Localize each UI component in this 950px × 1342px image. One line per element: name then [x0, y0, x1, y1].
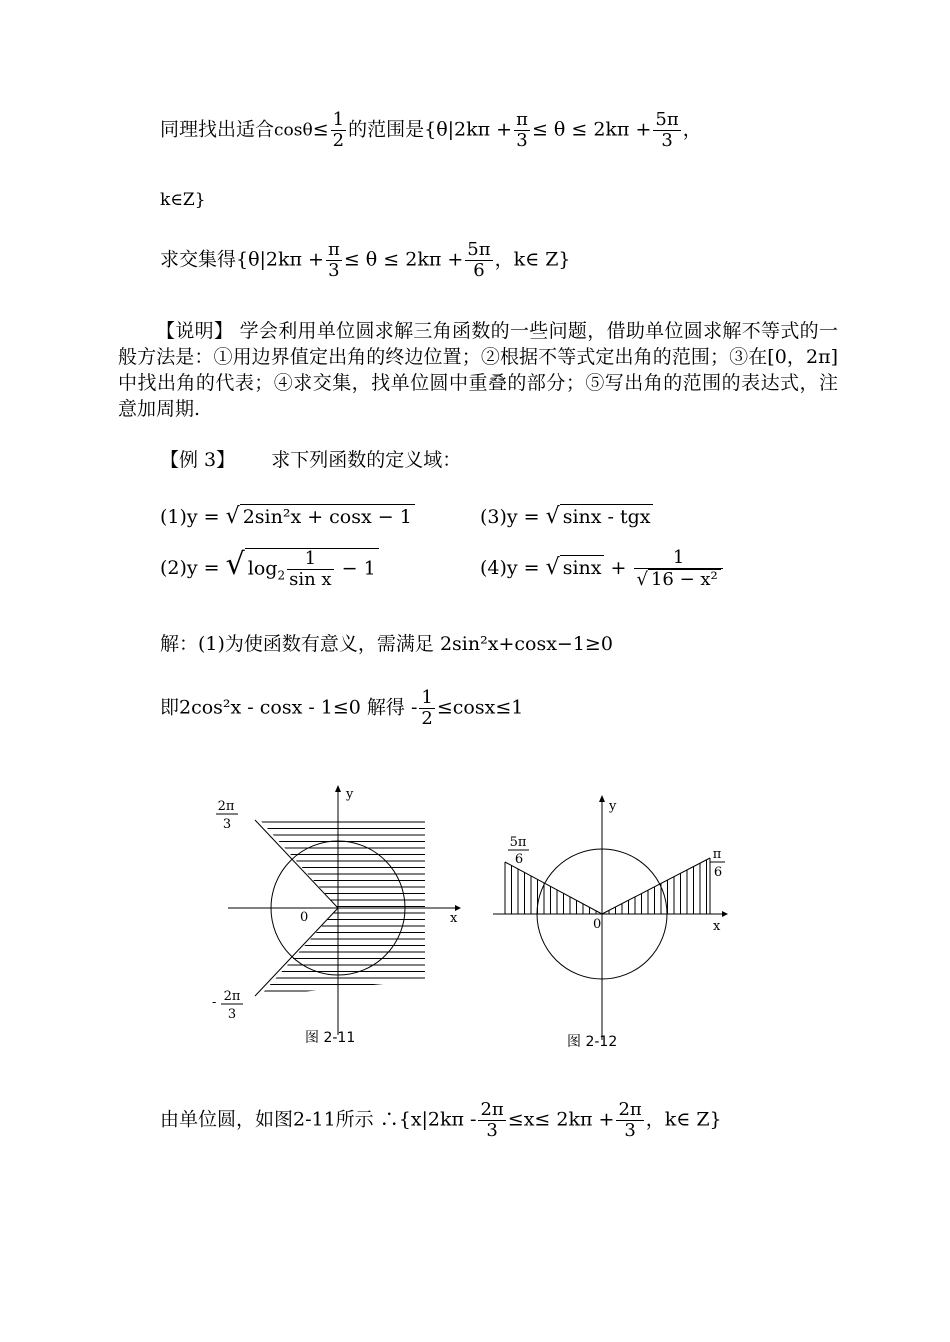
text: ≤x≤ 2kπ + [507, 1108, 615, 1131]
fraction-pi-3 [326, 240, 342, 281]
function-3 [480, 504, 653, 529]
denominator: sin x [289, 569, 332, 590]
solution-line-1: 解：(1)为使函数有意义，需满足 2sin²x+cosx−1≥0 [160, 633, 613, 655]
denominator: 2 [332, 130, 345, 151]
text: 即2cos²x - cosx - 1≤0 解得 - [160, 696, 418, 719]
sqrt-sign: √ [636, 569, 648, 590]
figure-2-12 [485, 790, 755, 1060]
fraction-pi-3 [514, 110, 530, 151]
x-axis-arrow [722, 911, 728, 917]
denominator: 3 [326, 260, 342, 281]
k-in-z-line: k∈Z} [160, 190, 206, 210]
fraction-2pi-3 [478, 1100, 505, 1141]
numerator: π [327, 239, 340, 260]
explanation-paragraph: 【说明】 学会利用单位圆求解三角函数的一些问题，借助单位圆求解不等式的一般方法是：①用边界值定出角的终边位置；②根据不等式定出角的范围；③在[0，2π]中找出角的代表；④求交集，找单位圆中重叠的部分；⑤写出角的范围的表达式，注意加周期. [118, 320, 838, 420]
label: (2)y = [160, 557, 226, 579]
numerator: 2π [618, 1099, 642, 1120]
text: 的范围是{θ|2kπ + [348, 118, 513, 141]
radicand: sinx [560, 555, 605, 580]
denominator: 3 [514, 130, 530, 151]
radicand: sinx - tgx [560, 504, 654, 529]
label: (4)y = [480, 557, 546, 579]
log: log [247, 557, 278, 580]
label-bot-num: 2π [223, 989, 241, 1004]
numerator: 2π [480, 1099, 504, 1120]
denominator: 3 [478, 1120, 505, 1141]
hatch-region [505, 850, 707, 914]
denominator: 2 [421, 708, 433, 729]
numerator: 5π [655, 109, 679, 130]
hatch-region [240, 822, 425, 991]
text: 同理找出适合 [160, 118, 275, 141]
fraction-1-sqrt [634, 548, 722, 590]
denominator [634, 568, 722, 590]
example-tag: 【例 3】 [160, 449, 236, 471]
cos-theta: cosθ [274, 120, 313, 141]
numerator: 1 [672, 547, 685, 568]
y-axis-arrow [335, 785, 341, 792]
numerator: π [516, 109, 528, 130]
fraction-1-sinx [287, 549, 333, 590]
text: ，k∈ Z} [645, 1108, 722, 1131]
axis-y-label: y [609, 799, 617, 814]
text: + [604, 557, 633, 579]
radicand: 16 − x² [648, 569, 721, 590]
axis-x-label: x [713, 919, 721, 934]
label-left-den: 6 [514, 852, 524, 867]
text: 由单位圆，如图2-11所示 ∴{x|2kπ - [160, 1108, 477, 1131]
radicand [245, 548, 379, 590]
text: 求交集得{θ|2kπ + [160, 248, 324, 271]
label-top-den: 3 [222, 817, 232, 832]
figure-2-11 [200, 780, 470, 1050]
function-2 [160, 548, 379, 590]
y-axis-arrow [599, 795, 605, 802]
label-bot-den: 3 [227, 1007, 237, 1022]
denominator: 6 [465, 260, 492, 281]
text: − 1 [335, 557, 376, 580]
label: (1)y = [160, 506, 226, 528]
label-right-num: π [712, 847, 722, 862]
function-1 [160, 504, 415, 529]
text: ，k∈ Z} [494, 248, 571, 271]
terminal-side-left [505, 862, 602, 914]
numerator: 1 [332, 109, 345, 130]
sqrt-sign: √ [545, 555, 560, 580]
label-bot-sign: - [212, 995, 217, 1010]
numerator: 5π [467, 239, 491, 260]
denominator: 3 [653, 130, 680, 151]
fraction-2pi-3 [616, 1100, 643, 1141]
example-heading [160, 448, 461, 472]
numerator: 1 [421, 687, 433, 708]
text: ≤ θ ≤ 2kπ + [343, 248, 464, 271]
intersection-line [160, 240, 571, 281]
sqrt-sign: √ [545, 504, 560, 529]
function-4 [480, 548, 725, 590]
sqrt-sign: √ [225, 504, 240, 529]
example-prompt: 求下列函数的定义域： [271, 449, 462, 471]
terminal-side-top [255, 820, 338, 908]
numerator: 1 [304, 548, 317, 569]
conclusion-line [160, 1100, 722, 1141]
fraction-half [419, 688, 434, 729]
log-base: 2 [277, 568, 286, 583]
denominator: 3 [616, 1120, 643, 1141]
range-cos-line [160, 110, 702, 151]
origin-label: 0 [300, 910, 309, 925]
sqrt-sign: √ [225, 547, 245, 582]
fraction-half [331, 110, 346, 151]
origin-label: 0 [593, 917, 602, 932]
text: ， [682, 118, 702, 141]
radicand: 2sin²x + cosx − 1 [240, 504, 415, 529]
figure-caption: 图 2-12 [567, 1034, 618, 1050]
text: ≤ θ ≤ 2kπ + [531, 118, 652, 141]
figure-caption: 图 2-11 [305, 1030, 356, 1046]
axis-y-label: y [346, 787, 354, 802]
label-top-num: 2π [217, 799, 235, 814]
axis-x-label: x [450, 911, 458, 926]
text: ≤cosx≤1 [436, 696, 524, 719]
solution-line-2 [160, 688, 523, 729]
label-right-den: 6 [713, 865, 723, 880]
label: (3)y = [480, 506, 546, 528]
fraction-5pi-3 [653, 110, 680, 151]
label-left-num: 5π [509, 835, 527, 850]
fraction-5pi-6 [465, 240, 492, 281]
leq-sign: ≤ [312, 118, 329, 141]
